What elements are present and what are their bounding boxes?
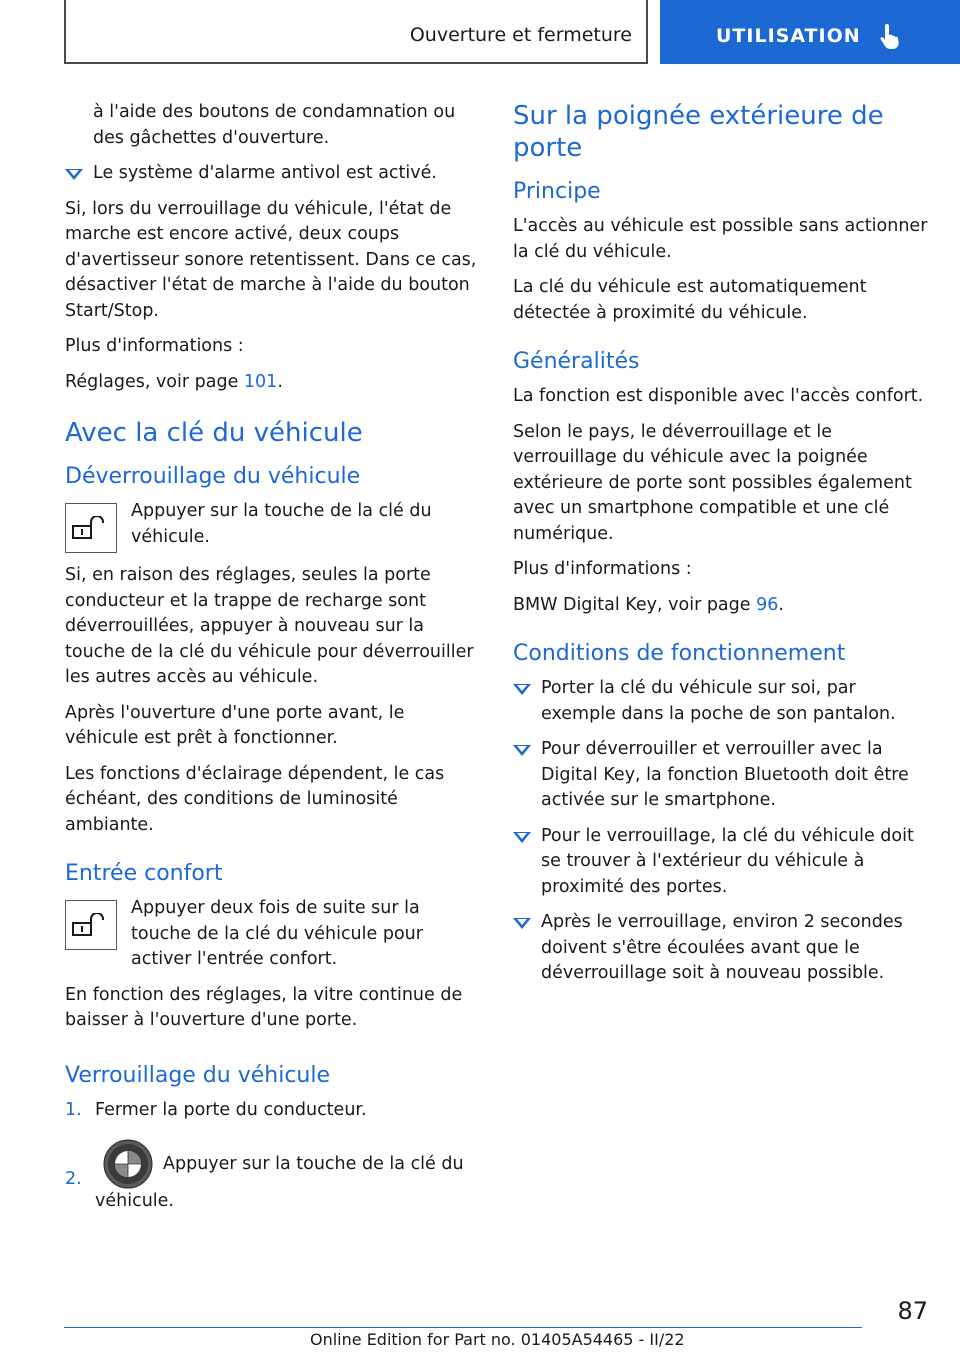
reference-digital-key — [513, 593, 928, 619]
bullet-triangle-icon — [513, 745, 531, 756]
step-2-text: Appuyer sur la touche de la clé du véhicule. — [95, 1154, 464, 1211]
heading-entree-confort: Entrée confort — [65, 861, 223, 886]
comfort-entry-instruction — [65, 896, 480, 973]
paragraph-eclairage: Les fonctions d'éclairage dépendent, le cas échéant, des conditions de luminosité ambiante. — [65, 763, 445, 835]
step-1-text: Fermer la porte du conducteur. — [95, 1099, 367, 1120]
heading-conditions: Conditions de fonctionnement — [513, 641, 846, 666]
reference-digital-key-end: . — [778, 594, 784, 615]
reference-digital-key-text: BMW Digital Key, voir page — [513, 594, 757, 615]
more-info-label: Plus d'informations : — [65, 336, 244, 356]
heading-deverrouillage: Déverrouillage du véhicule — [65, 464, 361, 489]
reference-reglages-text: Réglages, voir page — [65, 371, 244, 392]
unlock-icon-box — [65, 503, 117, 553]
unlock-padlock-icon — [71, 516, 111, 540]
bullet-condition-4 — [513, 910, 928, 987]
paragraph-unlock-warning: Si, lors du verrouillage du véhicule, l'état de marche est encore activé, deux coups d'avertisseur sonore retentissent. Dans ce cas, désactiver l'état de marche à l'aide du bouton Start/Stop. — [65, 198, 477, 321]
bullet-triangle-icon — [513, 832, 531, 843]
paragraph-fonction-dispo: La fonction est disponible avec l'accès confort. — [513, 386, 924, 406]
bullet-triangle-icon — [513, 918, 531, 929]
unlock-icon-box-2 — [65, 900, 117, 950]
paragraph-selon-reglages: Si, en raison des réglages, seules la porte conducteur et la trappe de recharge sont déverrouillées, appuyer à nouveau sur la touche de la clé du véhicule pour déverrouiller les autres accès au véhicule. — [65, 565, 474, 687]
paragraph-acces: L'accès au véhicule est possible sans actionner la clé du véhicule. — [513, 216, 928, 262]
paragraph-detectee: La clé du véhicule est automatiquement détectée à proximité du véhicule. — [513, 277, 867, 323]
bullet-condition-2 — [513, 737, 928, 814]
bullet-triangle-icon — [65, 169, 83, 180]
paragraph-appuyer-touche: Appuyer sur la touche de la clé du véhicule. — [131, 501, 432, 547]
paragraph-deux-fois: Appuyer deux fois de suite sur la touche de la clé du véhicule pour activer l'entrée confort. — [131, 898, 423, 969]
reference-reglages-end: . — [277, 371, 283, 392]
unlock-key-instruction — [65, 499, 480, 553]
bullet-alarm — [65, 161, 480, 187]
page-number: 87 — [897, 1297, 928, 1325]
bullet-triangle-icon — [513, 684, 531, 695]
header-tab-label: UTILISATION — [716, 25, 861, 47]
step-2-number: 2. — [65, 1169, 82, 1189]
more-info-label-2: Plus d'informations : — [513, 559, 692, 579]
bullet-condition-3 — [513, 824, 928, 901]
bullet-condition-1 — [513, 676, 928, 727]
bmw-logo-icon — [103, 1139, 153, 1189]
bullet-condition-4-text: Après le verrouillage, environ 2 secondes doivent s'être écoulées avant que le déverrouillage soit à nouveau possible. — [541, 912, 903, 983]
right-column — [513, 100, 928, 997]
intro-continuation: à l'aide des boutons de condamnation ou des gâchettes d'ouverture. — [93, 102, 456, 148]
footer-edition: Online Edition for Part no. 01405A54465 - II/22 — [310, 1330, 685, 1349]
reference-reglages — [65, 370, 480, 396]
heading-principe: Principe — [513, 179, 601, 204]
heading-poignee: Sur la poignée extérieure de porte — [513, 101, 884, 163]
page-link-101[interactable]: 101 — [243, 371, 278, 392]
heading-avec-cle: Avec la clé du véhicule — [65, 418, 363, 448]
paragraph-vitre: En fonction des réglages, la vitre continue de baisser à l'ouverture d'une porte. — [65, 984, 463, 1030]
pointing-hand-icon — [878, 24, 902, 50]
heading-generalites: Généralités — [513, 349, 640, 374]
paragraph-apres-ouverture: Après l'ouverture d'une porte avant, le véhicule est prêt à fonctionner. — [65, 702, 405, 748]
footer-rule — [64, 1327, 862, 1328]
left-column — [65, 100, 480, 1225]
step-1 — [65, 1098, 480, 1124]
bullet-alarm-text: Le système d'alarme antivol est activé. — [93, 163, 437, 183]
heading-verrouillage: Verrouillage du véhicule — [65, 1062, 331, 1088]
header-tab — [660, 0, 960, 64]
bullet-condition-3-text: Pour le verrouillage, la clé du véhicule doit se trouver à l'extérieur du véhicule à proximité des portes. — [541, 825, 914, 897]
bullet-condition-2-text: Pour déverrouiller et verrouiller avec la Digital Key, la fonction Bluetooth doit être activée sur le smartphone. — [541, 739, 909, 810]
step-2 — [65, 1139, 480, 1215]
paragraph-selon-pays: Selon le pays, le déverrouillage et le verrouillage du véhicule avec la poignée extérieure de porte sont possibles également avec un smartphone compatible et une clé numérique. — [513, 421, 912, 544]
bullet-condition-1-text: Porter la clé du véhicule sur soi, par exemple dans la poche de son pantalon. — [541, 678, 896, 724]
header-frame — [64, 0, 648, 64]
page-link-96[interactable]: 96 — [756, 594, 779, 615]
unlock-padlock-icon — [71, 913, 111, 937]
header-section-title: Ouverture et fermeture — [409, 24, 632, 46]
step-1-number: 1. — [65, 1099, 82, 1120]
